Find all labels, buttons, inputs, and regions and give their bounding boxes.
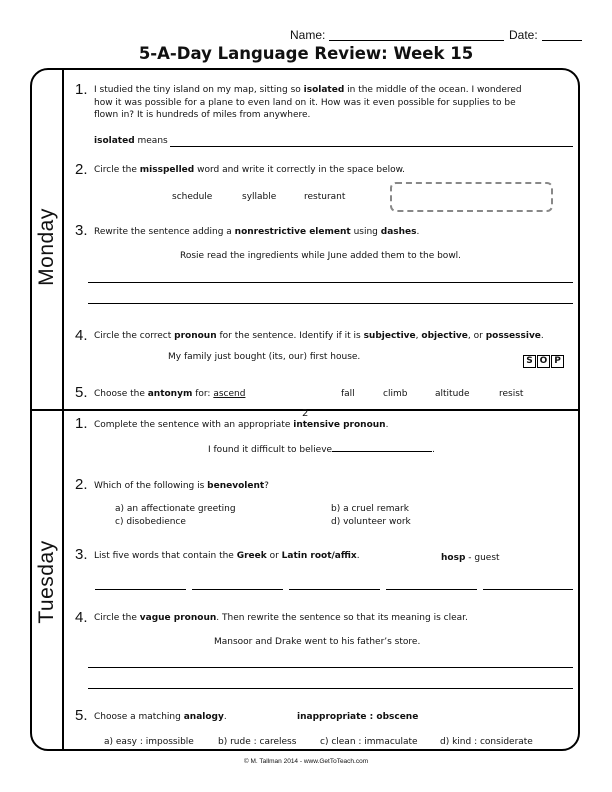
monday-q1-text: I studied the tiny island on my map, sitting so isolated in the middle of the ocean. I wondered how it was possible for a plane to even land on it. How was it even possible for supplies to be flown in? It is hundreds of miles from anywhere. [94, 85, 522, 120]
tuesday-q5-number: 5. [75, 707, 88, 724]
day-label-monday: Monday [35, 208, 58, 286]
tuesday-q5-text: Choose a matching analogy. [94, 712, 227, 722]
monday-q2-number: 2. [75, 161, 88, 178]
monday-q5-option-1[interactable]: fall [341, 389, 355, 399]
monday-q5-option-2[interactable]: climb [383, 389, 408, 399]
monday-q3-sentence: Rosie read the ingredients while June added them to the bowl. [180, 251, 462, 261]
monday-q2-option-3[interactable]: resturant [304, 192, 346, 202]
day-label-tuesday: Tuesday [35, 540, 58, 624]
tuesday-q2-number: 2. [75, 476, 88, 493]
tuesday-q3-answer-line-1[interactable] [95, 589, 186, 590]
name-field[interactable] [329, 28, 504, 41]
monday-q4-number: 4. [75, 327, 88, 344]
tuesday-q3-answer-line-2[interactable] [192, 589, 283, 590]
monday-q5-number: 5. [75, 384, 88, 401]
choice-box-o[interactable]: O [537, 355, 550, 368]
tuesday-q2-option-b[interactable]: b) a cruel remark [331, 504, 409, 514]
tuesday-q3-answer-line-5[interactable] [483, 589, 573, 590]
tuesday-q4-answer-line-2[interactable] [88, 688, 573, 689]
monday-q4-sentence: My family just bought (its, our) first house. [168, 352, 361, 362]
choice-box-p[interactable]: P [551, 355, 564, 368]
tuesday-q5-option-d[interactable]: d) kind : considerate [440, 737, 533, 747]
monday-q2-answer-box[interactable] [390, 182, 553, 212]
tuesday-q1-number: 1. [75, 415, 88, 432]
monday-q4-choice-boxes [522, 348, 564, 368]
tuesday-q4-sentence: Mansoor and Drake went to his father’s store. [214, 637, 421, 647]
monday-q3-text: Rewrite the sentence adding a nonrestrictive element using dashes. [94, 227, 420, 237]
tuesday-q5-option-b[interactable]: b) rude : careless [218, 737, 297, 747]
date-field[interactable] [542, 28, 582, 41]
tuesday-q4-text: Circle the vague pronoun. Then rewrite the sentence so that its meaning is clear. [94, 613, 468, 623]
tuesday-q1-text: Complete the sentence with an appropriate intensive pronoun. [94, 420, 389, 430]
monday-q5-option-4[interactable]: resist [499, 389, 524, 399]
tuesday-q5-option-c[interactable]: c) clean : immaculate [320, 737, 418, 747]
monday-q3-answer-line-1[interactable] [88, 282, 573, 283]
tuesday-q4-number: 4. [75, 609, 88, 626]
tuesday-q3-answer-line-3[interactable] [289, 589, 380, 590]
tuesday-q4-answer-line-1[interactable] [88, 667, 573, 668]
monday-q2-option-1[interactable]: schedule [172, 192, 213, 202]
date-label: Date: [509, 28, 538, 42]
tuesday-q5-pair: inappropriate : obscene [297, 712, 419, 722]
choice-box-s[interactable]: S [523, 355, 536, 368]
copyright-footer: © M. Tallman 2014 - www.GetToTeach.com [243, 758, 369, 765]
tuesday-q5-option-a[interactable]: a) easy : impossible [104, 737, 194, 747]
monday-q1-means-label: isolated means [94, 136, 168, 146]
tuesday-q1-blank[interactable] [332, 442, 432, 452]
monday-q3-number: 3. [75, 222, 88, 239]
monday-q1-answer-line[interactable] [170, 146, 573, 147]
tuesday-q1-sentence: I found it difficult to believe . [208, 442, 435, 457]
monday-q5-option-3[interactable]: altitude [435, 389, 470, 399]
monday-q1-number: 1. [75, 81, 88, 98]
tuesday-q2-option-d[interactable]: d) volunteer work [331, 517, 411, 527]
tuesday-q3-number: 3. [75, 546, 88, 563]
stray-mark: 2 [302, 408, 309, 419]
tuesday-q2-text: Which of the following is benevolent? [94, 481, 269, 491]
monday-q2-text: Circle the misspelled word and write it correctly in the space below. [94, 165, 406, 175]
tuesday-q3-text: List five words that contain the Greek or Latin root/affix. [94, 551, 360, 561]
tuesday-q3-answer-line-4[interactable] [386, 589, 477, 590]
tuesday-q2-option-c[interactable]: c) disobedience [115, 517, 186, 527]
page-title: 5-A-Day Language Review: Week 15 [138, 44, 474, 63]
monday-q4-text: Circle the correct pronoun for the sentence. Identify if it is subjective, objective, or possessive. [94, 331, 544, 341]
tuesday-q2-option-a[interactable]: a) an affectionate greeting [115, 504, 236, 514]
monday-q3-answer-line-2[interactable] [88, 303, 573, 304]
monday-q5-text: Choose the antonym for: ascend [94, 389, 246, 399]
monday-q2-option-2[interactable]: syllable [242, 192, 277, 202]
name-label: Name: [290, 28, 326, 42]
tuesday-q3-root: hosp - guest [441, 553, 500, 563]
